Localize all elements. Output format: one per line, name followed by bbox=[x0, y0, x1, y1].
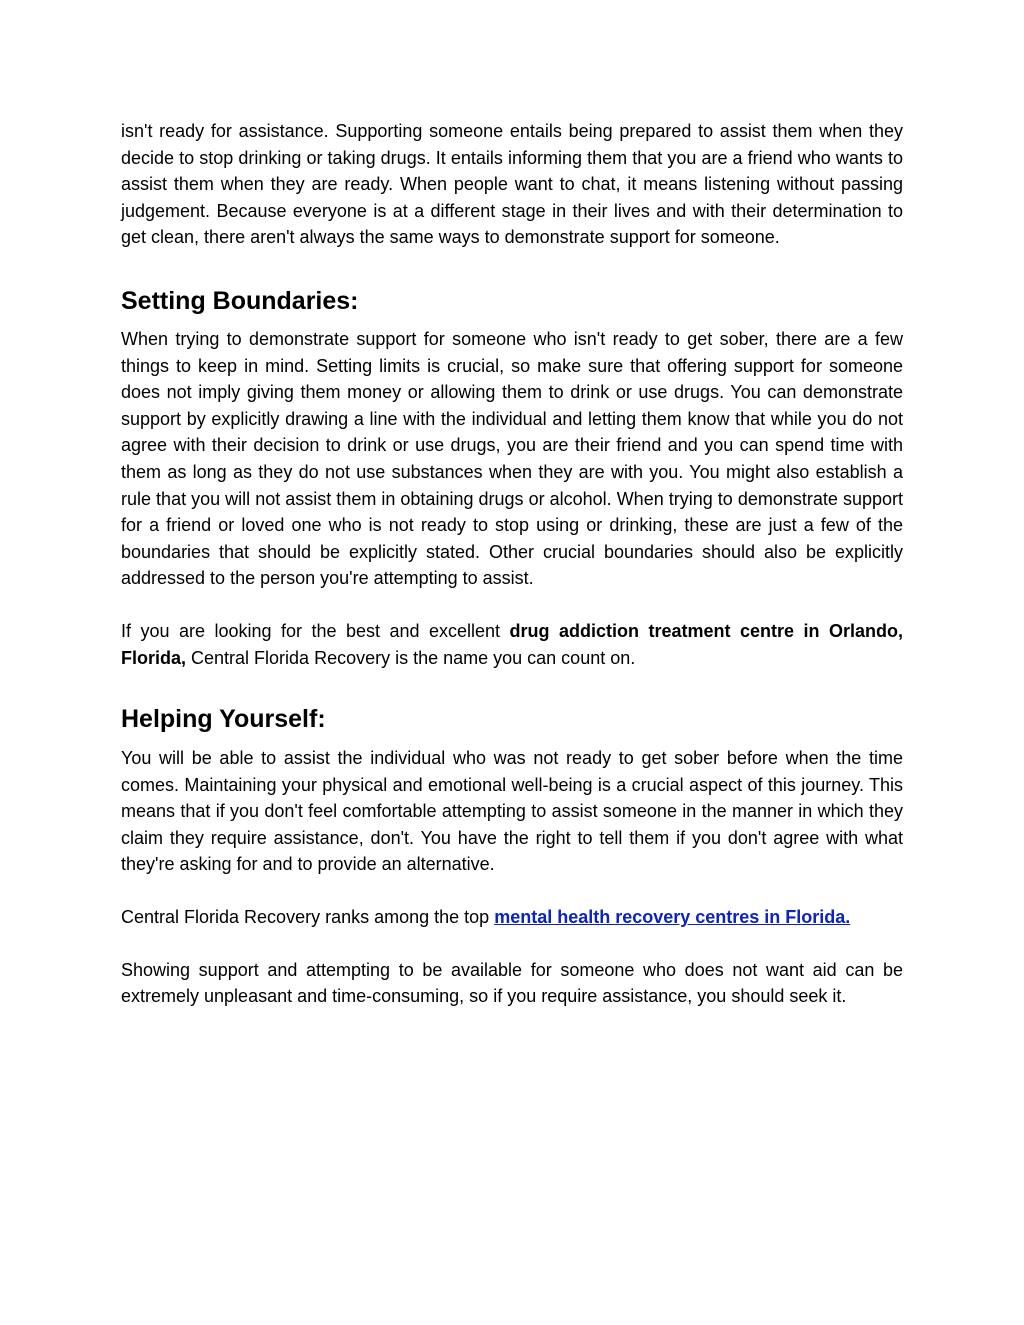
helping-yourself-heading: Helping Yourself: bbox=[121, 705, 326, 734]
orlando-text-after: Central Florida Recovery is the name you can count on. bbox=[186, 647, 636, 668]
helping-yourself-paragraph: You will be able to assist the individual who was not ready to get sober before when the time comes. Maintaining your physical and emotional well-being is a crucial aspect of this journey. This means that if you don't feel comfortable attempting to assist someone in the manner in which they claim they require assistance, don't. You have the right to tell them if you don't agree with what they're asking for and to provide an alternative. bbox=[121, 748, 903, 875]
setting-boundaries-paragraph: When trying to demonstrate support for someone who isn't ready to get sober, there are a few things to keep in mind. Setting limits is crucial, so make sure that offering support for someone does not imply giving them money or allowing them to drink or use drugs. You can demonstrate support by explicitly drawing a line with the individual and letting them know that while you do not agree with their decision to drink or use drugs, you are their friend and you can spend time with them as long as they do not use substances when they are with you. You might also establish a rule that you will not assist them in obtaining drugs or alcohol. When trying to demonstrate support for a friend or loved one who is not ready to stop using or drinking, these are just a few of the boundaries that should be explicitly stated. Other crucial boundaries should also be explicitly addressed to the person you're attempting to assist. bbox=[121, 328, 903, 589]
orlando-text-before: If you are looking for the best and excellent bbox=[121, 620, 510, 641]
mental-health-recovery-link[interactable]: mental health recovery centres in Florida. bbox=[494, 907, 851, 928]
setting-boundaries-heading: Setting Boundaries: bbox=[121, 286, 359, 315]
ranks-paragraph bbox=[121, 904, 903, 931]
ranks-text-before: Central Florida Recovery ranks among the top bbox=[121, 907, 495, 928]
orlando-paragraph bbox=[121, 618, 903, 671]
closing-paragraph: Showing support and attempting to be available for someone who does not want aid can be extremely unpleasant and time-consuming, so if you require assistance, you should seek it. bbox=[121, 959, 903, 1007]
intro-paragraph: isn't ready for assistance. Supporting someone entails being prepared to assist them when they decide to stop drinking or taking drugs. It entails informing them that you are a friend who wants to assist them when they are ready. When people want to chat, it means listening without passing judgement. Because everyone is at a different stage in their lives and with their determination to get clean, there aren't always the same ways to demonstrate support for someone. bbox=[121, 121, 903, 248]
orlando-bold-keyword: drug addiction treatment centre in Orlando, Florida, bbox=[121, 620, 903, 668]
document-page bbox=[121, 118, 903, 1010]
